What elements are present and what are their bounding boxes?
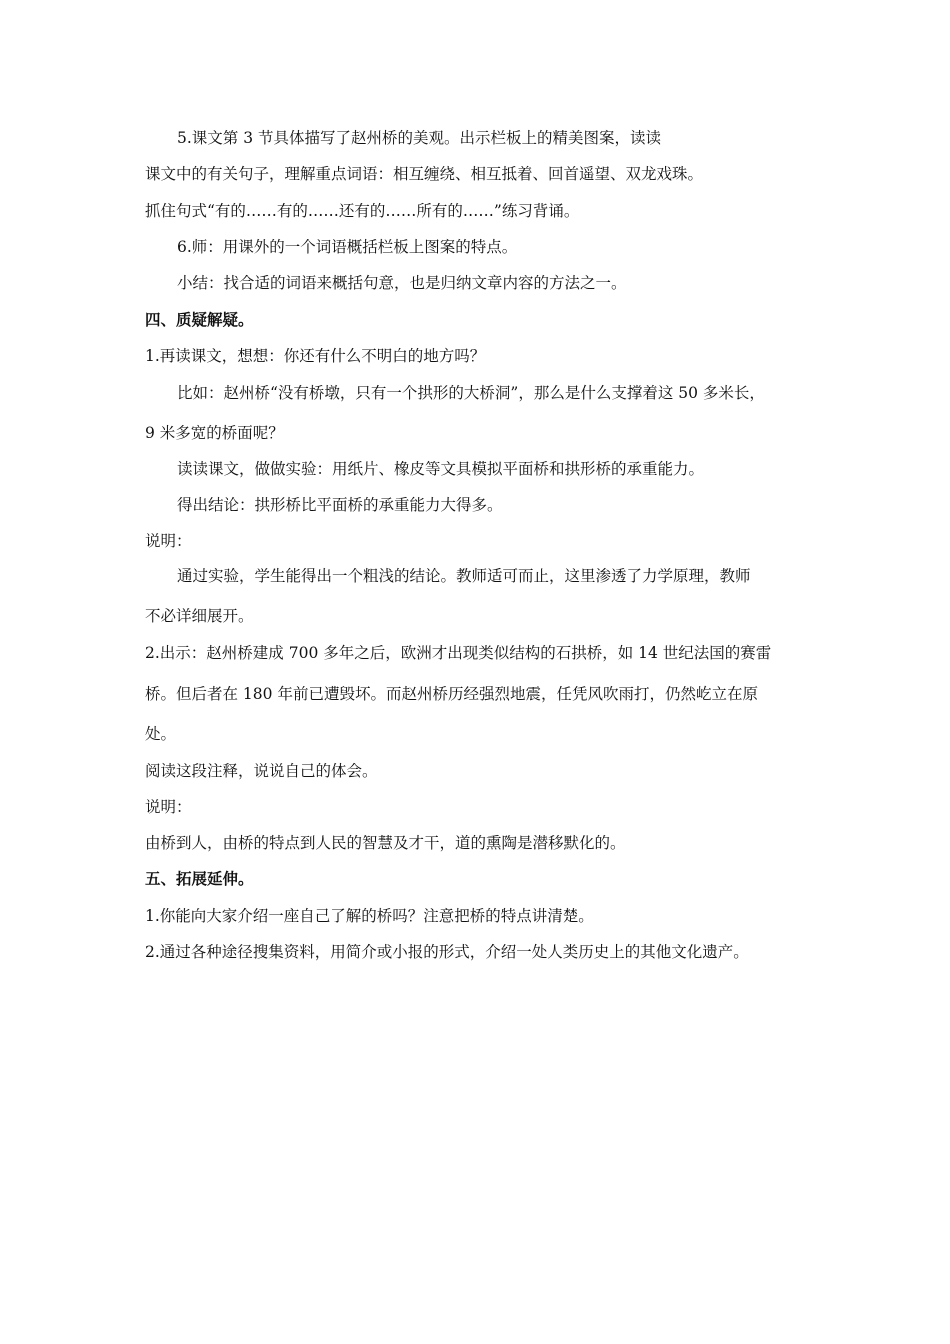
paragraph-line: 通过实验，学生能得出一个粗浅的结论。教师适可而止，这里渗透了力学原理，教师 bbox=[177, 567, 751, 585]
paragraph-line: 说明： bbox=[145, 798, 192, 816]
paragraph-line: 小结：找合适的词语来概括句意，也是归纳文章内容的方法之一。 bbox=[177, 274, 627, 292]
paragraph-line: 阅读这段注释，说说自己的体会。 bbox=[145, 762, 378, 780]
paragraph-line: 1.你能向大家介绍一座自己了解的桥吗？注意把桥的特点讲清楚。 bbox=[145, 907, 594, 925]
paragraph-line: 2.通过各种途径搜集资料，用简介或小报的形式，介绍一处人类历史上的其他文化遗产。 bbox=[145, 943, 749, 961]
paragraph-line: 比如：赵州桥“没有桥墩，只有一个拱形的大桥洞”，那么是什么支撑着这 50 多米长， bbox=[177, 384, 765, 402]
section-heading: 四、质疑解疑。 bbox=[145, 310, 254, 329]
paragraph-line: 桥。但后者在 180 年前已遭毁坏。而赵州桥历经强烈地震，任凭风吹雨打，仍然屹立在原 bbox=[145, 685, 758, 703]
section-heading: 五、拓展延伸。 bbox=[145, 869, 254, 888]
paragraph-line: 抓住句式“有的……有的……还有的……所有的……”练习背诵。 bbox=[145, 202, 580, 220]
paragraph-line: 9 米多宽的桥面呢？ bbox=[145, 424, 284, 442]
paragraph-line: 5.课文第 3 节具体描写了赵州桥的美观。出示栏板上的精美图案，读读 bbox=[177, 129, 662, 147]
paragraph-line: 6.师：用课外的一个词语概括栏板上图案的特点。 bbox=[177, 238, 518, 256]
paragraph-line: 由桥到人，由桥的特点到人民的智慧及才干，道的熏陶是潜移默化的。 bbox=[145, 834, 626, 852]
paragraph-line: 2.出示：赵州桥建成 700 多年之后，欧洲才出现类似结构的石拱桥，如 14 世纪法国的赛雷 bbox=[145, 644, 772, 662]
paragraph-line: 处。 bbox=[145, 725, 177, 743]
paragraph-line: 课文中的有关句子，理解重点词语：相互缠绕、相互抵着、回首遥望、双龙戏珠。 bbox=[145, 165, 704, 183]
paragraph-line: 读读课文，做做实验：用纸片、橡皮等文具模拟平面桥和拱形桥的承重能力。 bbox=[177, 460, 705, 478]
paragraph-line: 1.再读课文，想想：你还有什么不明白的地方吗？ bbox=[145, 347, 486, 365]
paragraph-line: 得出结论：拱形桥比平面桥的承重能力大得多。 bbox=[177, 496, 503, 514]
paragraph-line: 说明： bbox=[145, 532, 192, 550]
paragraph-line: 不必详细展开。 bbox=[145, 607, 254, 625]
